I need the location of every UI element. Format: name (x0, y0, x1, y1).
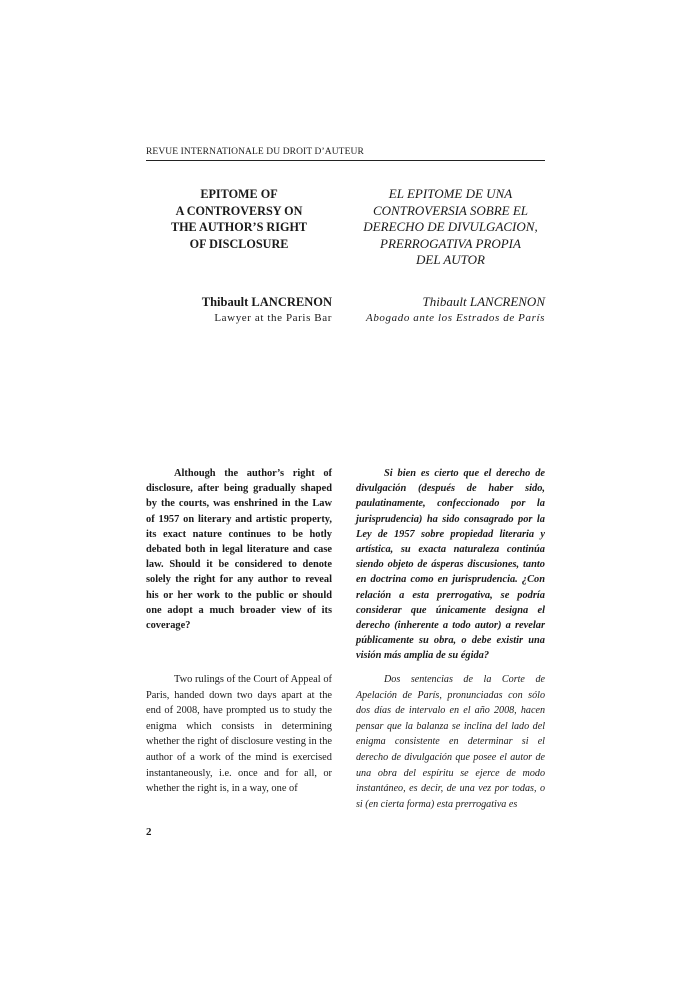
abstract-spanish: Si bien es cierto que el derecho de divulgación (después de haber sido, paulatinamente, confeccionado por la jurisprudencia) ha sido consagrado por la Ley de 1957 sobre propiedad literaria y artística, su exacta naturaleza continúa siendo objeto de ásperas discusiones, tanto en doctrina como en jurisprudencia. ¿Con relación a esta prerrogativa, se podría considerar que únicamente designa el derecho (inherente a todo autor) a revelar públicamente su obra, o debe existir una visión más amplia de su égida? (356, 468, 545, 662)
author-block-english (146, 294, 332, 326)
abstract-english: Although the author’s right of disclosure, after being gradually shaped by the courts, was enshrined in the Law of 1957 on literary and artistic property, its exact nature continues to be hotly debated both in legal literature and case law. Should it be considered to denote solely the right for any author to reveal his or her work to the public or should one adopt a much broader view of its coverage? (146, 468, 332, 632)
author-block-spanish (356, 294, 545, 326)
title-english: EPITOME OF A CONTROVERSY ON THE AUTHOR’S RIGHT OF DISCLOSURE (170, 187, 308, 251)
author-name-english: Thibault LANCRENON (201, 295, 332, 309)
title-spanish: EL EPITOME DE UNA CONTROVERSIA SOBRE EL DERECHO DE DIVULGACION, PRERROGATIVA PROPIA DEL AUTOR (363, 186, 538, 267)
page-number: 2 (146, 826, 152, 838)
header-rule (146, 160, 545, 161)
running-header: REVUE INTERNATIONALE DU DROIT D’AUTEUR (146, 147, 364, 157)
author-role-english: Lawyer at the Paris Bar (214, 312, 332, 324)
author-name-spanish: Thibault LANCRENON (422, 294, 545, 309)
body-paragraph-english: Two rulings of the Court of Appeal of Paris, handed down two days apart at the end of 2008, have prompted us to study the enigma which consists in determining whether the right of disclosure vesting in the author of a work of the mind is exercised instantaneously, i.e. once and for all, or whether the right is, in a way, one of (146, 674, 332, 795)
author-role-spanish: Abogado ante los Estrados de París (366, 312, 545, 324)
body-paragraph-spanish: Dos sentencias de la Corte de Apelación de París, pronunciadas con sólo dos días de intervalo en el año 2008, hacen pensar que la balanza se inclina del lado del enigma consistente en determinar si el derecho de divulgación que posee el autor de una obra del espíritu se ejerce de modo instantáneo, es decir, de una vez por todas, o si (en cierta forma) esta prerrogativa es (356, 674, 545, 810)
